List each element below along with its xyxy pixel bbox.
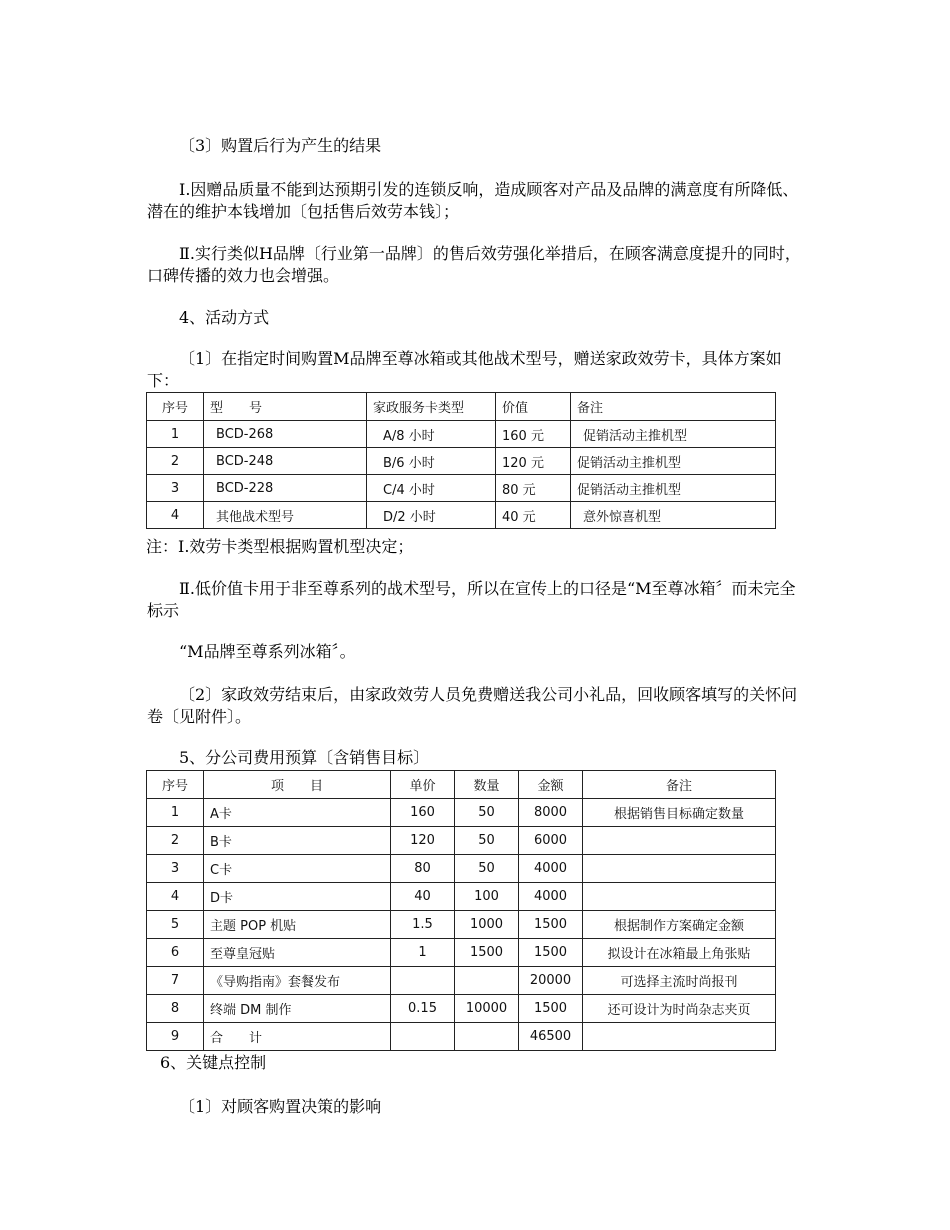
header-cell: 家政服务卡类型 bbox=[367, 393, 496, 421]
table-cell bbox=[455, 967, 519, 995]
table-cell: 《导购指南》套餐发布 bbox=[204, 967, 391, 995]
header-cell: 型 号 bbox=[204, 393, 367, 421]
header-cell: 备注 bbox=[583, 771, 776, 799]
table-cell: 80 元 bbox=[496, 475, 571, 502]
table-cell: D/2 小时 bbox=[367, 502, 496, 529]
section-heading-budget: 5、分公司费用预算〔含销售目标〕 bbox=[179, 748, 430, 767]
table-cell: C卡 bbox=[204, 855, 391, 883]
table-cell bbox=[391, 967, 455, 995]
paragraph-after-sales: Ⅱ.实行类似H品牌〔行业第一品牌〕的售后效劳强化举措后，在顾客满意度提升的同时，口碑传播的效力也会增强。 bbox=[147, 244, 801, 285]
table-cell: 意外惊喜机型 bbox=[571, 502, 776, 529]
table-header-row bbox=[147, 771, 776, 799]
table-cell: 1500 bbox=[519, 939, 583, 967]
table-cell: A/8 小时 bbox=[367, 421, 496, 448]
table-row bbox=[147, 827, 776, 855]
table-cell: 合 计 bbox=[204, 1023, 391, 1051]
table-row bbox=[147, 421, 776, 448]
table-cell bbox=[583, 855, 776, 883]
table-cell: B/6 小时 bbox=[367, 448, 496, 475]
header-cell: 价值 bbox=[496, 393, 571, 421]
table-cell: 1 bbox=[391, 939, 455, 967]
header-cell: 单价 bbox=[391, 771, 455, 799]
table-row bbox=[147, 1023, 776, 1051]
table-cell: A卡 bbox=[204, 799, 391, 827]
table-cell: 10000 bbox=[455, 995, 519, 1023]
table-cell: 0.15 bbox=[391, 995, 455, 1023]
header-cell: 备注 bbox=[571, 393, 776, 421]
table-cell: 5 bbox=[147, 911, 204, 939]
table-cell: 可选择主流时尚报刊 bbox=[583, 967, 776, 995]
table-cell: 2 bbox=[147, 827, 204, 855]
table-cell: 8000 bbox=[519, 799, 583, 827]
table-cell: 2 bbox=[147, 448, 204, 475]
table-cell: 80 bbox=[391, 855, 455, 883]
table-cell: 6 bbox=[147, 939, 204, 967]
header-cell: 序号 bbox=[147, 771, 204, 799]
table-cell: 160 元 bbox=[496, 421, 571, 448]
table-row bbox=[147, 475, 776, 502]
table-cell: 根据销售目标确定数量 bbox=[583, 799, 776, 827]
paragraph-low-value-card: Ⅱ.低价值卡用于非至尊系列的战术型号，所以在宣传上的口径是“M至尊冰箱〞而未完全标示 bbox=[147, 579, 796, 620]
table-cell: BCD-268 bbox=[204, 421, 367, 448]
table-cell: 7 bbox=[147, 967, 204, 995]
table-cell: 根据制作方案确定金额 bbox=[583, 911, 776, 939]
table-row bbox=[147, 799, 776, 827]
table-row bbox=[147, 883, 776, 911]
table-cell: 50 bbox=[455, 827, 519, 855]
table-cell: 120 bbox=[391, 827, 455, 855]
table-cell: 促销活动主推机型 bbox=[571, 475, 776, 502]
table-cell: D卡 bbox=[204, 883, 391, 911]
table-cell: 其他战术型号 bbox=[204, 502, 367, 529]
table-cell: 20000 bbox=[519, 967, 583, 995]
table-cell: 1.5 bbox=[391, 911, 455, 939]
table-cell: 至尊皇冠贴 bbox=[204, 939, 391, 967]
table-row bbox=[147, 502, 776, 529]
table-cell bbox=[455, 1023, 519, 1051]
table-cell bbox=[583, 1023, 776, 1051]
table-cell: BCD-228 bbox=[204, 475, 367, 502]
header-cell: 项 目 bbox=[204, 771, 391, 799]
table-cell: 100 bbox=[455, 883, 519, 911]
table-cell: 终端 DM 制作 bbox=[204, 995, 391, 1023]
section-heading-key-control: 6、关键点控制 bbox=[160, 1053, 267, 1072]
table-cell bbox=[583, 883, 776, 911]
table-cell: 3 bbox=[147, 855, 204, 883]
budget-table bbox=[146, 770, 776, 1051]
card-type-table bbox=[146, 392, 776, 529]
table-cell: B卡 bbox=[204, 827, 391, 855]
table-cell: 9 bbox=[147, 1023, 204, 1051]
table-cell: 46500 bbox=[519, 1023, 583, 1051]
table-cell: 1500 bbox=[519, 911, 583, 939]
table-row bbox=[147, 939, 776, 967]
table-cell: 50 bbox=[455, 855, 519, 883]
table-row bbox=[147, 448, 776, 475]
paragraph-brand-series: “M品牌至尊系列冰箱〞。 bbox=[179, 642, 356, 661]
table-cell: 8 bbox=[147, 995, 204, 1023]
header-cell: 金额 bbox=[519, 771, 583, 799]
table-cell: 4 bbox=[147, 502, 204, 529]
table-cell: 4 bbox=[147, 883, 204, 911]
table-cell: 120 元 bbox=[496, 448, 571, 475]
table-row bbox=[147, 911, 776, 939]
table-cell: 40 元 bbox=[496, 502, 571, 529]
section-heading-activity-method: 4、活动方式 bbox=[179, 308, 270, 327]
table-cell: 1500 bbox=[519, 995, 583, 1023]
header-cell: 序号 bbox=[147, 393, 204, 421]
table-cell: 1500 bbox=[455, 939, 519, 967]
section-heading-purchase-result: 〔3〕购置后行为产生的结果 bbox=[179, 136, 382, 155]
table-cell: 1 bbox=[147, 799, 204, 827]
header-cell: 数量 bbox=[455, 771, 519, 799]
paragraph-housekeeping-gift: 〔2〕家政效劳结束后，由家政效劳人员免费赠送我公司小礼品，回收顾客填写的关怀问卷〔见附件〕。 bbox=[147, 685, 798, 726]
table-cell: 4000 bbox=[519, 855, 583, 883]
table-cell: 1000 bbox=[455, 911, 519, 939]
table-cell: 160 bbox=[391, 799, 455, 827]
table-row bbox=[147, 967, 776, 995]
subsection-heading-purchase-decision: 〔1〕对顾客购置决策的影响 bbox=[179, 1097, 382, 1116]
table-cell: 还可设计为时尚杂志夹页 bbox=[583, 995, 776, 1023]
table-cell: 3 bbox=[147, 475, 204, 502]
paragraph-activity-plan: 〔1〕在指定时间购置M品牌至尊冰箱或其他战术型号，赠送家政效劳卡，具体方案如下： bbox=[147, 349, 782, 390]
table-cell: C/4 小时 bbox=[367, 475, 496, 502]
table-cell: 促销活动主推机型 bbox=[571, 421, 776, 448]
table-cell: BCD-248 bbox=[204, 448, 367, 475]
table-cell: 1 bbox=[147, 421, 204, 448]
table-cell: 促销活动主推机型 bbox=[571, 448, 776, 475]
table-cell: 50 bbox=[455, 799, 519, 827]
table-cell: 6000 bbox=[519, 827, 583, 855]
table-cell bbox=[583, 827, 776, 855]
table-row bbox=[147, 855, 776, 883]
table-header-row bbox=[147, 393, 776, 421]
table-cell: 主题 POP 机贴 bbox=[204, 911, 391, 939]
table-row bbox=[147, 995, 776, 1023]
table-cell: 40 bbox=[391, 883, 455, 911]
table-cell bbox=[391, 1023, 455, 1051]
table-cell: 拟设计在冰箱最上角张贴 bbox=[583, 939, 776, 967]
paragraph-gift-quality: Ⅰ.因赠品质量不能到达预期引发的连锁反响，造成顾客对产品及品牌的满意度有所降低、潜在的维护本钱增加〔包括售后效劳本钱〕； bbox=[147, 180, 799, 221]
note-card-type: 注：Ⅰ.效劳卡类型根据购置机型决定； bbox=[146, 537, 414, 556]
table-cell: 4000 bbox=[519, 883, 583, 911]
